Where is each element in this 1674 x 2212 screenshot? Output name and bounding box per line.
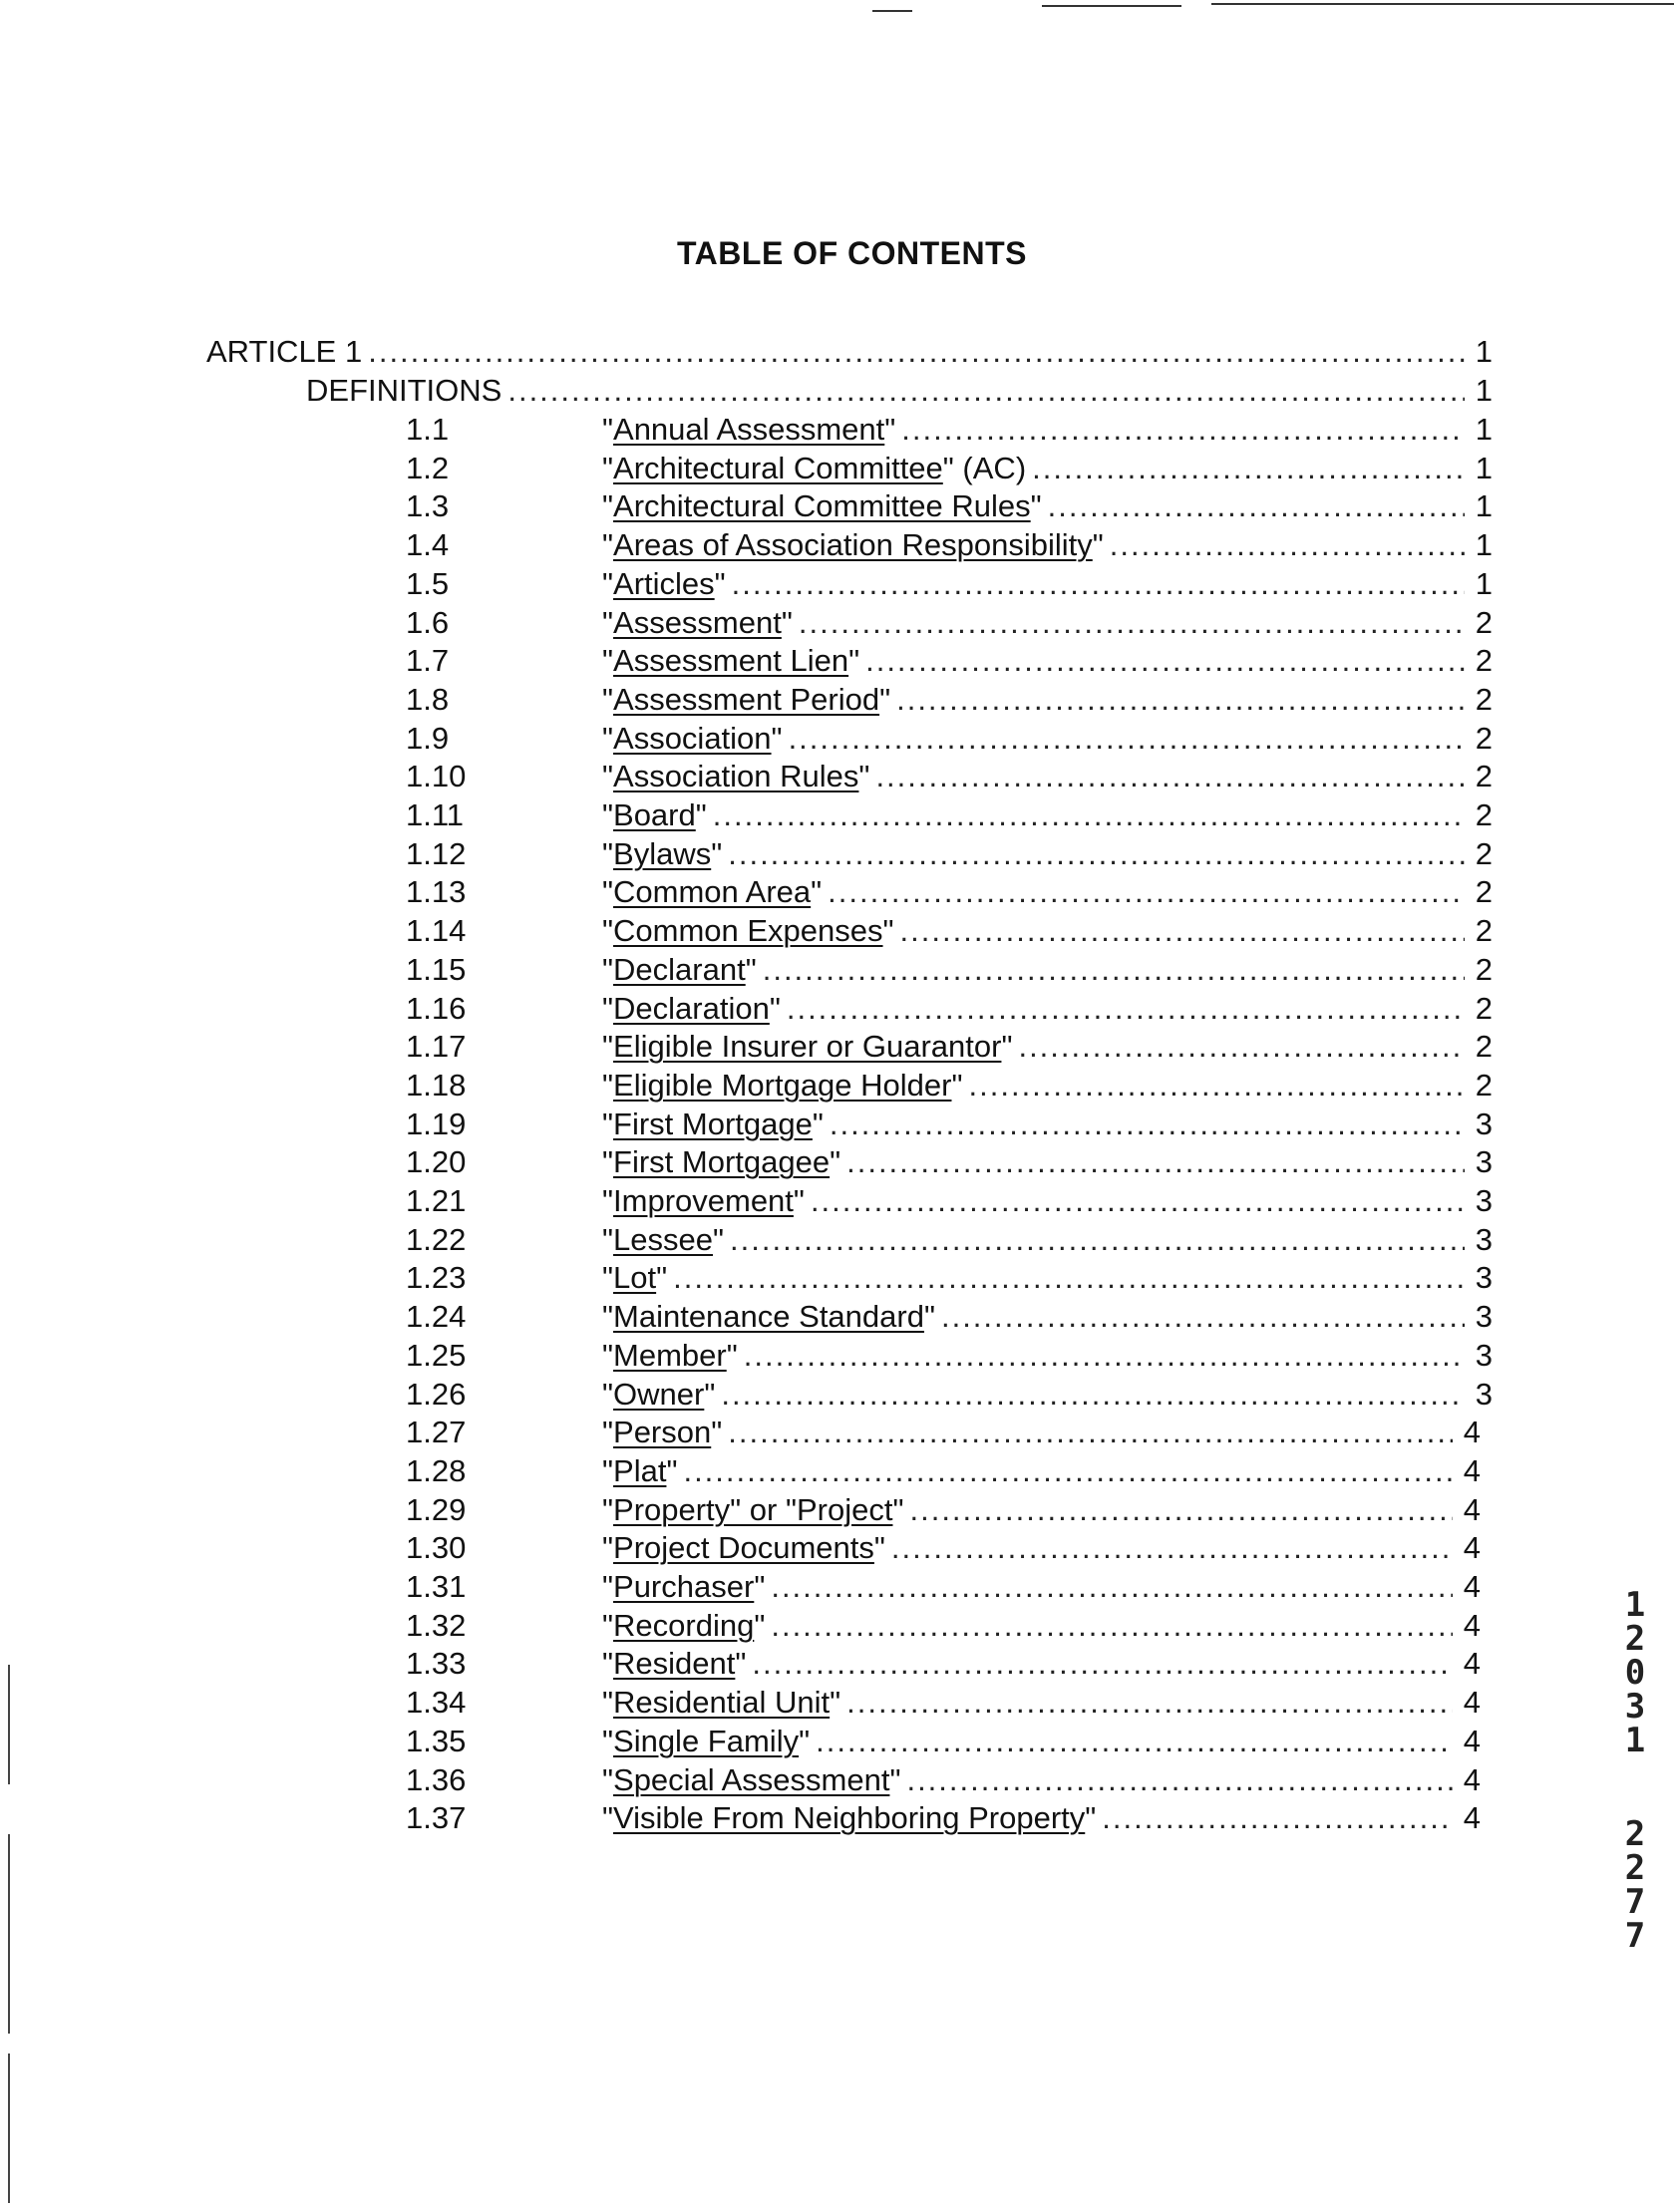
entry-number: 1.15	[406, 951, 467, 987]
entry-term: Project Documents	[613, 1530, 874, 1566]
entry-number: 1.29	[406, 1491, 467, 1527]
entry-title: "First Mortgage"	[602, 1106, 824, 1141]
entry-term: First Mortgage	[613, 1106, 813, 1141]
entry-term: Lot	[613, 1260, 657, 1296]
entry-number: 1.16	[406, 990, 467, 1026]
entry-number: 1.11	[406, 797, 465, 832]
toc-entry-row	[406, 1258, 1493, 1298]
entry-page: 4	[1463, 1607, 1481, 1643]
entry-title: "Lessee"	[602, 1221, 724, 1257]
entry-page: 1	[1475, 412, 1493, 447]
toc-entry-row	[406, 1105, 1493, 1144]
entry-title: "Resident"	[602, 1646, 747, 1682]
toc-section-row	[306, 371, 1493, 411]
entry-page: 3	[1475, 1183, 1493, 1218]
toc-entry-row	[406, 1181, 1493, 1221]
dot-leader	[763, 950, 1465, 990]
entry-number: 1.36	[406, 1761, 467, 1797]
entry-term: Common Expenses	[613, 913, 883, 949]
article-label: ARTICLE 1	[206, 334, 363, 369]
entry-title: "Architectural Committee Rules"	[602, 488, 1042, 524]
dot-leader	[828, 872, 1465, 912]
entry-title: "Recording"	[602, 1607, 766, 1643]
article-page: 1	[1475, 334, 1493, 369]
entry-term: Association Rules	[613, 759, 859, 794]
entry-page: 3	[1475, 1337, 1493, 1373]
page-title: TABLE OF CONTENTS	[677, 235, 1027, 272]
entry-title: "Visible From Neighboring Property"	[602, 1800, 1097, 1836]
entry-term: Property" or "Project	[613, 1491, 893, 1527]
toc-entry-row	[406, 795, 1493, 835]
entry-term: Person	[613, 1415, 712, 1450]
entry-number: 1.14	[406, 913, 467, 949]
dot-leader	[721, 1375, 1465, 1415]
entry-page: 4	[1463, 1415, 1481, 1450]
entry-number: 1.31	[406, 1569, 467, 1604]
dot-leader	[787, 989, 1465, 1029]
stamp-digit: 2	[1624, 1848, 1646, 1888]
entry-term: Articles	[613, 565, 715, 601]
entry-term: Assessment	[613, 604, 782, 640]
entry-number: 1.20	[406, 1144, 467, 1180]
dot-leader	[830, 1105, 1465, 1144]
entry-term: Owner	[613, 1376, 705, 1412]
toc-entry-row	[406, 1413, 1481, 1452]
dot-leader	[896, 680, 1465, 720]
entry-page: 2	[1475, 913, 1493, 949]
entry-title: "Improvement"	[602, 1183, 805, 1218]
entry-number: 1.3	[406, 488, 450, 524]
entry-term: Improvement	[613, 1183, 794, 1218]
entry-page: 4	[1463, 1452, 1481, 1488]
entry-number: 1.9	[406, 720, 450, 756]
dot-leader	[771, 1606, 1453, 1646]
toc-entry-row	[406, 564, 1493, 604]
entry-term: Purchaser	[613, 1569, 755, 1604]
entry-term: Single Family	[613, 1723, 800, 1758]
entry-term: Resident	[613, 1646, 736, 1682]
entry-term: Association	[613, 720, 772, 756]
entry-number: 1.28	[406, 1452, 467, 1488]
dot-leader	[752, 1644, 1453, 1684]
dot-leader	[909, 1490, 1453, 1530]
toc-entry-row	[406, 1336, 1493, 1376]
side-stamp-number	[1620, 1585, 1650, 1956]
entry-number: 1.25	[406, 1337, 467, 1373]
stamp-digit: 2	[1624, 1619, 1646, 1659]
dot-leader	[900, 911, 1465, 951]
toc-entry-row	[406, 486, 1493, 526]
stamp-digit: 7	[1624, 1882, 1646, 1922]
entry-number: 1.26	[406, 1376, 467, 1412]
entry-term: Plat	[613, 1452, 667, 1488]
entry-number: 1.1	[406, 412, 450, 447]
dot-leader	[728, 1413, 1453, 1452]
toc-entry-row	[406, 641, 1493, 681]
entry-number: 1.34	[406, 1685, 467, 1721]
dot-leader	[811, 1181, 1465, 1221]
toc-entry-row	[406, 1722, 1481, 1761]
entry-page: 2	[1475, 990, 1493, 1026]
entry-page: 2	[1475, 1067, 1493, 1103]
stamp-digit: 0	[1624, 1653, 1646, 1693]
entry-number: 1.18	[406, 1067, 467, 1103]
dot-leader	[846, 1142, 1465, 1182]
toc-entry-row	[406, 1606, 1481, 1646]
dot-leader	[846, 1683, 1453, 1723]
toc-entry-row	[406, 1027, 1493, 1067]
entry-term: Member	[613, 1337, 727, 1373]
entry-title: "Common Area"	[602, 874, 823, 910]
toc-entry-row	[406, 872, 1493, 912]
dot-leader	[891, 1528, 1453, 1568]
entry-number: 1.33	[406, 1646, 467, 1682]
entry-number: 1.8	[406, 681, 450, 717]
entry-page: 2	[1475, 835, 1493, 871]
dot-leader	[673, 1258, 1465, 1298]
dot-leader	[728, 834, 1465, 874]
entry-number: 1.7	[406, 643, 450, 679]
entry-number: 1.21	[406, 1183, 467, 1218]
entry-title: "First Mortgagee"	[602, 1144, 841, 1180]
entry-term: Residential Unit	[613, 1685, 831, 1721]
entry-page: 3	[1475, 1144, 1493, 1180]
entry-title: "Plat"	[602, 1452, 678, 1488]
entry-title: "Assessment Lien"	[602, 643, 860, 679]
toc-entry-row	[406, 1528, 1481, 1568]
entry-page: 4	[1463, 1569, 1481, 1604]
dot-leader	[507, 371, 1465, 411]
entry-page: 1	[1475, 450, 1493, 485]
dot-leader	[771, 1567, 1453, 1607]
entry-number: 1.37	[406, 1800, 467, 1836]
dot-leader	[865, 641, 1465, 681]
entry-term: Areas of Association Responsibility	[613, 527, 1093, 563]
toc-entry-row	[406, 1066, 1493, 1106]
entry-number: 1.35	[406, 1723, 467, 1758]
toc-entry-row	[406, 680, 1493, 720]
entry-number: 1.27	[406, 1415, 467, 1450]
dot-leader	[799, 603, 1465, 643]
toc-entry-row	[406, 603, 1493, 643]
entry-title: "Residential Unit"	[602, 1685, 841, 1721]
dot-leader	[368, 332, 1465, 372]
entry-title: "Bylaws"	[602, 835, 723, 871]
entry-number: 1.4	[406, 527, 450, 563]
dot-leader	[789, 719, 1465, 759]
entry-number: 1.10	[406, 759, 467, 794]
entry-page: 2	[1475, 759, 1493, 794]
toc-entry-row	[406, 1490, 1481, 1530]
stamp-digit: 3	[1624, 1687, 1646, 1727]
entry-page: 3	[1475, 1260, 1493, 1296]
entry-page: 2	[1475, 720, 1493, 756]
entry-term: Recording	[613, 1607, 755, 1643]
entry-title: "Declarant"	[602, 951, 757, 987]
toc-entry-row	[406, 525, 1493, 565]
entry-title: "Declaration"	[602, 990, 781, 1026]
entry-number: 1.13	[406, 874, 467, 910]
entry-term: Declarant	[613, 951, 746, 987]
entry-term: Annual Assessment	[613, 412, 885, 447]
entry-term: Declaration	[613, 990, 770, 1026]
toc-entry-row	[406, 757, 1493, 796]
toc-entry-row	[406, 410, 1493, 450]
entry-title: "Eligible Mortgage Holder"	[602, 1067, 963, 1103]
toc-entry-row	[406, 911, 1493, 951]
entry-title: "Association"	[602, 720, 783, 756]
entry-suffix: (AC)	[953, 450, 1027, 485]
entry-page: 2	[1475, 1029, 1493, 1065]
entry-term: Lessee	[613, 1221, 713, 1257]
entry-page: 4	[1463, 1761, 1481, 1797]
entry-title: "Articles"	[602, 565, 726, 601]
dot-leader	[732, 564, 1465, 604]
toc-entry-row	[406, 989, 1493, 1029]
entry-page: 1	[1475, 488, 1493, 524]
entry-term: Assessment Lien	[613, 643, 849, 679]
entry-term: Special Assessment	[613, 1761, 890, 1797]
stamp-digit: 2	[1624, 1814, 1646, 1854]
stamp-digit: 7	[1624, 1916, 1646, 1956]
entry-page: 3	[1475, 1221, 1493, 1257]
entry-number: 1.22	[406, 1221, 467, 1257]
entry-number: 1.17	[406, 1029, 467, 1065]
toc-entry-row	[406, 449, 1493, 488]
entry-page: 2	[1475, 951, 1493, 987]
dot-leader	[1032, 449, 1465, 488]
entry-title: "Common Expenses"	[602, 913, 894, 949]
dot-leader	[1110, 525, 1465, 565]
entry-term: Eligible Insurer or Guarantor	[613, 1029, 1002, 1065]
toc-entry-row	[406, 1220, 1493, 1260]
entry-title: "Project Documents"	[602, 1530, 885, 1566]
entry-page: 2	[1475, 604, 1493, 640]
entry-term: Assessment Period	[613, 681, 880, 717]
entry-page: 4	[1463, 1491, 1481, 1527]
entry-number: 1.24	[406, 1299, 467, 1335]
entry-page: 3	[1475, 1299, 1493, 1335]
entry-title: "Special Assessment"	[602, 1761, 901, 1797]
dot-leader	[941, 1297, 1465, 1337]
entry-title: "Areas of Association Responsibility"	[602, 527, 1104, 563]
entry-term: Architectural Committee	[613, 450, 943, 485]
dot-leader	[1018, 1027, 1465, 1067]
entry-title: "Eligible Insurer or Guarantor"	[602, 1029, 1013, 1065]
entry-title: "Member"	[602, 1337, 738, 1373]
dot-leader	[730, 1220, 1465, 1260]
entry-number: 1.32	[406, 1607, 467, 1643]
entry-title: "Single Family"	[602, 1723, 811, 1758]
toc-entry-row	[406, 1451, 1481, 1491]
entry-term: Visible From Neighboring Property	[613, 1800, 1086, 1836]
section-page: 1	[1475, 373, 1493, 408]
toc-entry-row	[406, 834, 1493, 874]
entry-page: 4	[1463, 1530, 1481, 1566]
dot-leader	[816, 1722, 1453, 1761]
entry-page: 2	[1475, 681, 1493, 717]
entry-page: 1	[1475, 565, 1493, 601]
entry-number: 1.23	[406, 1260, 467, 1296]
entry-term: Maintenance Standard	[613, 1299, 924, 1335]
entry-term: Board	[613, 797, 696, 832]
entry-term: Common Area	[613, 874, 812, 910]
entry-title: "Person"	[602, 1415, 723, 1450]
entry-title: "Association Rules"	[602, 759, 870, 794]
dot-leader	[744, 1336, 1465, 1376]
dot-leader	[901, 410, 1465, 450]
entry-page: 2	[1475, 643, 1493, 679]
toc-article-row	[206, 332, 1493, 372]
toc-entry-row	[406, 1142, 1493, 1182]
entry-page: 2	[1475, 797, 1493, 832]
dot-leader	[683, 1451, 1453, 1491]
entry-term: Architectural Committee Rules	[613, 488, 1031, 524]
entry-page: 3	[1475, 1106, 1493, 1141]
dot-leader	[1048, 486, 1465, 526]
entry-page: 1	[1475, 527, 1493, 563]
entry-number: 1.6	[406, 604, 450, 640]
toc-entry-row	[406, 1798, 1481, 1838]
section-label: DEFINITIONS	[306, 373, 502, 408]
entry-title: "Assessment Period"	[602, 681, 891, 717]
entry-title: "Assessment"	[602, 604, 793, 640]
entry-term: First Mortgagee	[613, 1144, 831, 1180]
entry-term: Bylaws	[613, 835, 712, 871]
entry-number: 1.30	[406, 1530, 467, 1566]
toc-entry-row	[406, 719, 1493, 759]
toc-entry-row	[406, 1683, 1481, 1723]
stamp-digit	[1620, 1759, 1650, 1819]
entry-number: 1.19	[406, 1106, 467, 1141]
entry-title: "Annual Assessment"	[602, 412, 896, 447]
entry-title: "Purchaser"	[602, 1569, 766, 1604]
stamp-digit: 1	[1624, 1721, 1646, 1760]
entry-title: "Architectural Committee" (AC)	[602, 450, 1027, 485]
stamp-digit: 1	[1624, 1585, 1646, 1625]
dot-leader	[875, 757, 1465, 796]
toc-entry-row	[406, 1644, 1481, 1684]
entry-title: "Board"	[602, 797, 707, 832]
toc-entry-row	[406, 1375, 1493, 1415]
entry-number: 1.12	[406, 835, 467, 871]
dot-leader	[906, 1760, 1453, 1800]
entry-page: 2	[1475, 874, 1493, 910]
toc-entry-row	[406, 1297, 1493, 1337]
entry-page: 3	[1475, 1376, 1493, 1412]
entry-title: "Owner"	[602, 1376, 716, 1412]
entry-page: 4	[1463, 1685, 1481, 1721]
toc-entry-row	[406, 1760, 1481, 1800]
entry-number: 1.5	[406, 565, 450, 601]
entry-page: 4	[1463, 1646, 1481, 1682]
entry-title: "Lot"	[602, 1260, 668, 1296]
entry-page: 4	[1463, 1800, 1481, 1836]
entry-title: "Maintenance Standard"	[602, 1299, 935, 1335]
entry-number: 1.2	[406, 450, 450, 485]
toc-entry-row	[406, 950, 1493, 990]
dot-leader	[1102, 1798, 1453, 1838]
entry-term: Eligible Mortgage Holder	[613, 1067, 952, 1103]
dot-leader	[969, 1066, 1466, 1106]
dot-leader	[713, 795, 1465, 835]
toc-entry-row	[406, 1567, 1481, 1607]
entry-page: 4	[1463, 1723, 1481, 1758]
entry-title: "Property" or "Project"	[602, 1491, 904, 1527]
